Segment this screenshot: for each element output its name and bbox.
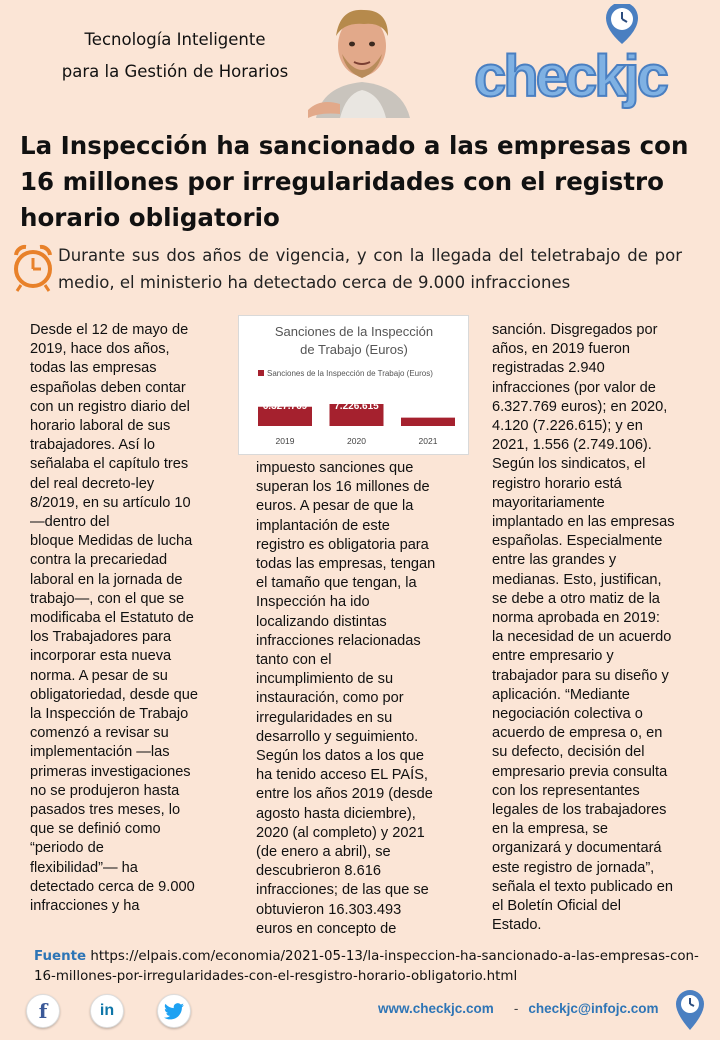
tick-label-2020: 2020 (347, 436, 366, 446)
chart-title-line-1: Sanciones de la Inspección (274, 324, 434, 339)
article-column-3 (492, 321, 692, 936)
article-column-1 (30, 321, 226, 916)
website-link[interactable]: www.checkjc.com (378, 1001, 494, 1016)
checkjc-logo (470, 4, 670, 116)
footer-separator: - (513, 1001, 519, 1016)
sanctions-chart (238, 315, 469, 455)
clock-pin-icon (606, 4, 638, 44)
linkedin-button[interactable] (90, 994, 124, 1028)
twitter-button[interactable] (157, 994, 191, 1028)
source-citation (34, 947, 706, 987)
column-1-text: Desde el 12 de mayo de 2019, hace dos años, todas las empresas españolas deben contar con un registro diario del horario laboral de sus trabajadores. Así lo señalaba el capítulo tres del real decreto-ley 8/2019, en su artículo 10 —dentro del bloque Medidas de lucha contra la precariedad laboral en la jornada de trabajo—, con el que se modificaba el Estatuto de los Trabajadores para incorporar esta nueva norma. A pesar de su obligatoriedad, desde que la Inspección de Trabajo comenzó a revisar su implementación —las primeras investigaciones no se produjeron hasta pasados tres meses, lo que se definió como “periodo de flexibilidad”— ha detectado cerca de 9.000 infracciones y ha (30, 322, 198, 915)
column-3-text: sanción. Disgregados por años, en 2019 fueron registradas 2.940 infracciones (por valor de 6.327.769 euros); en 2020, 4.120 (7.226.615); y en 2021, 1.556 (2.749.106). Según los sindicatos, el registro horario está mayoritariamente implantado en las empresas españolas. Especialmente entre las grandes y medianas. Esto, justifican, se debe a otro matiz de la norma aprobada en 2019: la necesidad de un acuerdo entre empresario y trabajador para su diseño y aplicación. “Mediante negociación colectiva o acuerdo de empresa o, en su defecto, decisión del empresario previa consulta con los representantes legales de los trabajadores en la empresa, se organizará y documentará este registro de jornada”, señala el texto publicado en el Boletín Oficial del Estado. (492, 322, 675, 934)
subtitle-line-2: medio, el ministerio ha detectado cerca de 9.000 infracciones (58, 273, 571, 292)
tagline-line-1: Tecnología Inteligente (84, 30, 266, 49)
tick-label-2021: 2021 (418, 436, 438, 446)
footer-contact (378, 1001, 669, 1016)
tick-label-2019: 2019 (275, 436, 295, 446)
clock-pin-icon (676, 990, 704, 1030)
email-link[interactable]: checkjc@infojc.com (528, 1001, 659, 1016)
legend-swatch (258, 370, 264, 376)
linkedin-icon: in (99, 1002, 115, 1019)
header (0, 0, 720, 120)
tagline (40, 24, 310, 88)
article-title: La Inspección ha sancionado a las empresas con 16 millones por irregularidades con el registro horario obligatorio (20, 131, 689, 232)
logo-wordmark: checkjc (474, 44, 666, 109)
tagline-line-2: para la Gestión de Horarios (61, 62, 289, 81)
source-url[interactable]: https://elpais.com/economia/2021-05-13/la-inspeccion-ha-sancionado-a-las-empresas-con-16-millones-por-irregularidades-con-el-resgistro-horario-obligatorio.html (34, 949, 699, 984)
article-subtitle (58, 242, 682, 296)
chart-svg (239, 316, 468, 454)
facebook-button[interactable] (26, 994, 60, 1028)
data-label-2019: 6.327.769 (262, 401, 308, 412)
bar-2021 (401, 418, 455, 426)
data-label-2021: 2.749.106 (405, 401, 451, 412)
subtitle-line-1: Durante sus dos años de vigencia, y con la llegada del teletrabajo de por (58, 246, 682, 265)
alarm-clock-icon (10, 241, 56, 293)
chart-legend: Sanciones de la Inspección de Trabajo (Euros) (267, 369, 433, 378)
facebook-icon: f (38, 999, 48, 1023)
person-portrait (300, 2, 426, 118)
column-2-text: impuesto sanciones que superan los 16 millones de euros. A pesar de que la implantación de este registro es obligatoria para todas las empresas, tengan el tamaño que tengan, la Inspección ha ido localizando distintas infracciones relacionadas tanto con el incumplimiento de su instauración, como por irregularidades en su desarrollo y seguimiento. Según los datos a los que ha tenido acceso EL PAÍS, entre los años 2019 (desde agosto hasta diciembre), 2020 (al completo) y 2021 (de enero a abril), se descubrieron 8.616 infracciones; de las que se obtuvieron 16.303.493 euros en concepto de (256, 460, 436, 937)
chart-title-line-2: de Trabajo (Euros) (300, 342, 408, 357)
data-label-2020: 7.226.615 (334, 401, 379, 412)
twitter-icon (164, 1003, 184, 1020)
source-label: Fuente (34, 949, 87, 964)
article-column-2 (256, 459, 456, 939)
